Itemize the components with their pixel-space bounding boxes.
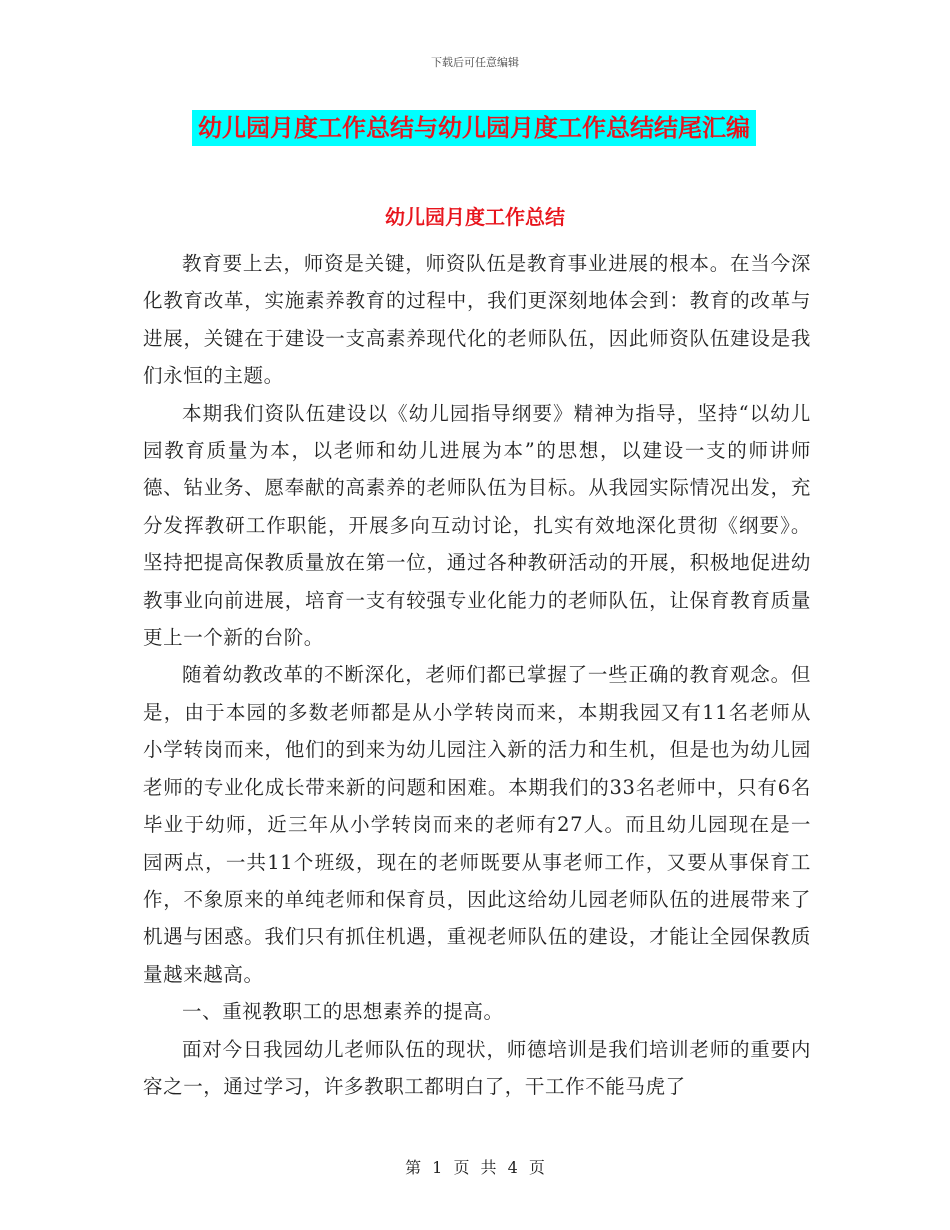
paragraph-goals: 本期我们资队伍建设以《幼儿园指导纲要》精神为指导，坚持“以幼儿园教育质量为本，以老师和幼儿进展为本”的思想，以建设一支的师讲师德、钻业务、愿奉献的高素养的老师队伍为目标。从我园实际情况出发，充分发挥教研工作职能，开展多向互动讨论，扎实有效地深化贯彻《纲要》。坚持把提高保教质量放在第一位，通过各种教研活动的开展，积极地促进幼教事业向前进展，培育一支有较强专业化能力的老师队伍，让保育教育质量更上一个新的台阶。 xyxy=(143,401,811,650)
paragraph-ethics-training: 面对今日我园幼儿老师队伍的现状，师德培训是我们培训老师的重要内容之一，通过学习，许多教职工都明白了，干工作不能马虎了 xyxy=(143,1037,811,1098)
document-body xyxy=(143,245,811,1105)
document-title: 幼儿园月度工作总结与幼儿园月度工作总结结尾汇编 xyxy=(192,110,756,146)
page-number: 第 1 页 共 4 页 xyxy=(405,1158,545,1177)
section-title: 幼儿园月度工作总结 xyxy=(385,205,565,229)
paragraph-situation: 随着幼教改革的不断深化，老师们都已掌握了一些正确的教育观念。但是，由于本园的多数老师都是从小学转岗而来，本期我园又有11名老师从小学转岗而来，他们的到来为幼儿园注入新的活力和生机，但是也为幼儿园老师的专业化成长带来新的问题和困难。本期我们的33名老师中，只有6名毕业于幼师，近三年从小学转岗而来的老师有27人。而且幼儿园现在是一园两点，一共11个班级，现在的老师既要从事老师工作，又要从事保育工作，不象原来的单纯老师和保育员，因此这给幼儿园老师队伍的进展带来了机遇与困惑。我们只有抓住机遇，重视老师队伍的建设，才能让全园保教质量越来越高。 xyxy=(143,663,811,986)
paragraph-heading-one: 一、重视教职工的思想素养的提高。 xyxy=(182,1000,504,1024)
paragraph-intro: 教育要上去，师资是关键，师资队伍是教育事业进展的根本。在当今深化教育改革，实施素养教育的过程中，我们更深刻地体会到：教育的改革与进展，关键在于建设一支高素养现代化的老师队伍，因此师资队伍建设是我们永恒的主题。 xyxy=(143,252,811,388)
header-note: 下载后可任意编辑 xyxy=(431,56,519,69)
